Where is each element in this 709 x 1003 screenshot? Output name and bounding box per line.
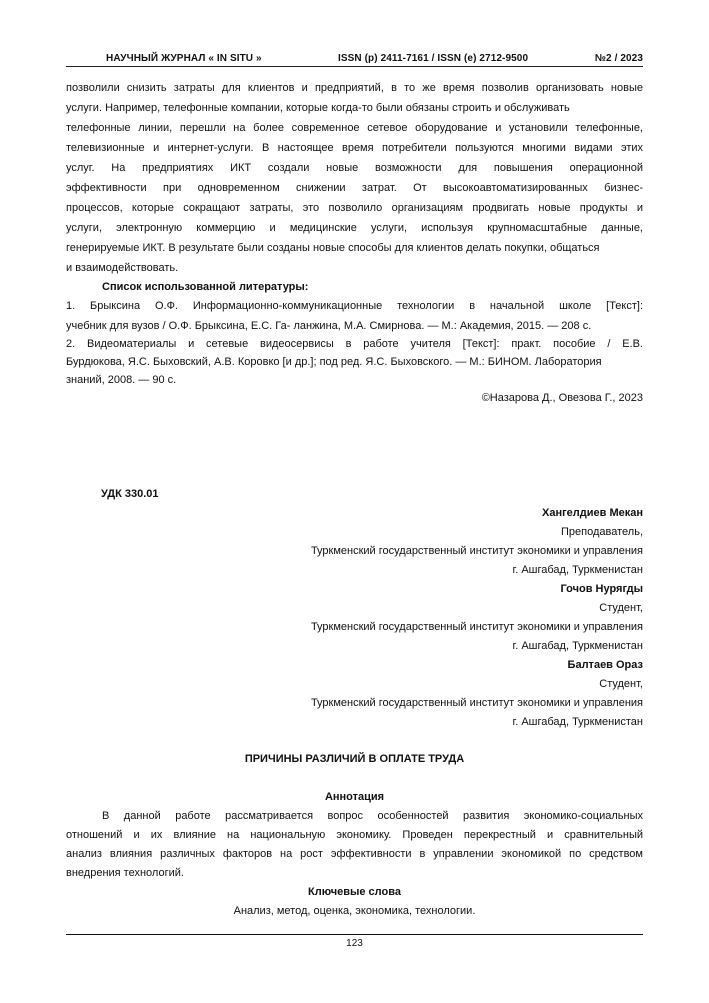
intro-line: телевизионные и интернет-услуги. В настоящее время потребители пользуются многими видами этих <box>66 142 643 154</box>
abstract-line: В данной работе рассматривается вопрос особенностей развития экономико-социальных <box>102 810 643 822</box>
author-role: Студент, <box>599 602 643 614</box>
intro-line: услуг. На предприятиях ИКТ создали новые возможности для повышения операционной <box>66 162 643 174</box>
abstract-heading: Аннотация <box>324 791 385 803</box>
journal-issn: ISSN (p) 2411-7161 / ISSN (e) 2712-9500 <box>338 53 529 64</box>
author-role: Студент, <box>599 678 643 690</box>
udk: УДК 330.01 <box>101 488 159 500</box>
intro-line: услуги, электронную коммерцию и медицинские услуги, используя крупномасштабные данные, <box>66 222 643 234</box>
author-city: г. Ашгабад, Туркменистан <box>512 640 643 652</box>
abstract-line: отношений и их влияние на национальную экономику. Проведен перекрестный и сравнительный <box>66 829 643 841</box>
reference-line: 2. Видеоматериалы и сетевые видеосервисы в работе учителя [Текст]: практ. пособие / Е.В. <box>66 338 643 350</box>
intro-line: и взаимодействовать. <box>66 262 179 274</box>
journal-issue: №2 / 2023 <box>594 53 643 64</box>
article-title: ПРИЧИНЫ РАЗЛИЧИЙ В ОПЛАТЕ ТРУДА <box>244 753 465 765</box>
author-name: Балтаев Ораз <box>567 659 643 671</box>
intro-line: телефонные линии, перешли на более современное сетевое оборудование и установили телефонные, <box>66 122 643 134</box>
page-number: 123 <box>346 938 363 949</box>
reference-line: учебник для вузов / О.Ф. Брыксина, Е.С. Га- ланжина, М.А. Смирнова. — М.: Академия, 2015. — 208 с. <box>66 320 592 332</box>
reference-line: Бурдюкова, Я.С. Быховский, А.В. Коровко [и др.]; под ред. Я.С. Быховского. — М.: БИНОМ. Лаборатория <box>66 356 602 368</box>
intro-line: услуги. Например, телефонные компании, которые когда-то были обязаны строить и обслуживать <box>66 102 570 114</box>
journal-name: НАУЧНЫЙ ЖУРНАЛ « IN SITU » <box>106 53 262 64</box>
author-institution: Туркменский государственный институт экономики и управления <box>310 697 643 709</box>
intro-line: процессов, которые сокращают затраты, это позволило организациям продвигать новые продукты и <box>66 202 643 214</box>
footer-rule <box>66 934 643 935</box>
author-institution: Туркменский государственный институт экономики и управления <box>310 545 643 557</box>
author-city: г. Ашгабад, Туркменистан <box>512 564 643 576</box>
references-title: Список использованной литературы: <box>102 281 309 293</box>
author-institution: Туркменский государственный институт экономики и управления <box>310 621 643 633</box>
author-name: Хангелдиев Мекан <box>541 507 643 519</box>
author-name: Гочов Нурягды <box>560 583 643 595</box>
abstract-line: анализ влияния различных факторов на рост эффективности в управлении экономикой по средством <box>66 848 643 860</box>
intro-line: позволили снизить затраты для клиентов и предприятий, в то же время позволив организовать новые <box>66 82 643 94</box>
intro-line: генерируемые ИКТ. В результате были созданы новые способы для клиентов делать покупки, общаться <box>66 242 600 254</box>
author-role: Преподаватель, <box>561 526 643 538</box>
reference-line: знаний, 2008. — 90 с. <box>66 374 177 386</box>
copyright: ©Назарова Д., Овезова Г., 2023 <box>481 392 643 404</box>
reference-line: 1. Брыксина О.Ф. Информационно-коммуникационные технологии в начальной школе [Текст]: <box>66 300 643 312</box>
keywords: Анализ, метод, оценка, экономика, технологии. <box>233 905 476 917</box>
page-body <box>66 78 643 918</box>
intro-line: эффективности при одновременном снижении затрат. От высокоавтоматизированных бизнес- <box>66 182 643 194</box>
author-city: г. Ашгабад, Туркменистан <box>512 716 643 728</box>
keywords-heading: Ключевые слова <box>308 886 401 898</box>
abstract-line: внедрения технологий. <box>66 867 184 879</box>
journal-header <box>66 50 643 67</box>
